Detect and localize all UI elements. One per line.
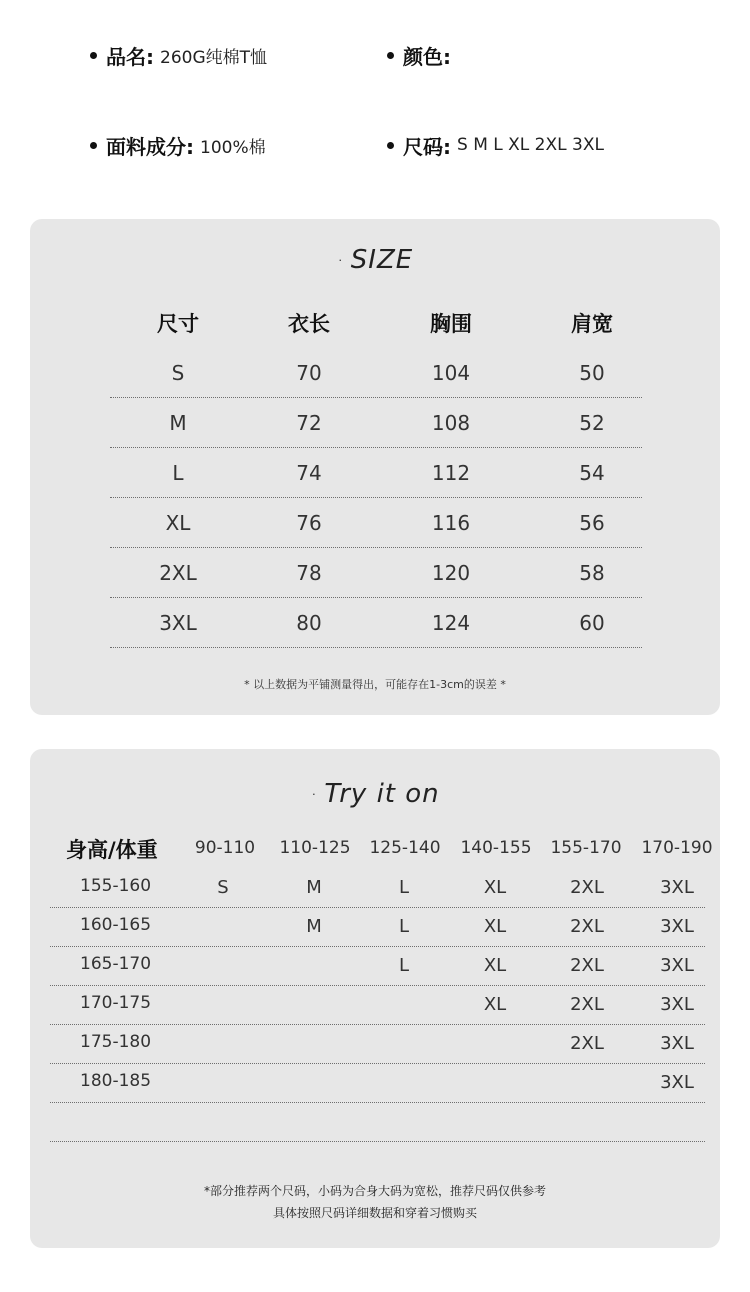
height-label: 180-185	[80, 1071, 152, 1091]
size-header-length: 衣长	[288, 312, 330, 336]
product-size-value: S M L XL 2XL 3XL	[457, 135, 604, 155]
title-dot-icon: ·	[310, 783, 319, 808]
try-on-title-text: Try it on	[324, 779, 440, 809]
size-table-row	[110, 447, 642, 498]
try-on-row	[50, 907, 705, 947]
size-cell: 2XL	[159, 561, 197, 585]
shoulder-cell: 60	[579, 611, 605, 635]
size-cell: 3XL	[660, 994, 694, 1015]
size-cell: S	[171, 361, 185, 385]
size-cell: 3XL	[660, 955, 694, 976]
size-cell: S	[217, 877, 229, 898]
weight-header: 155-170	[550, 838, 622, 858]
product-color-item	[387, 40, 457, 70]
size-cell: M	[306, 916, 322, 937]
height-label: 160-165	[80, 915, 152, 935]
size-header-shoulder: 肩宽	[571, 312, 613, 336]
chest-cell: 104	[431, 361, 471, 385]
size-cell: 2XL	[570, 1033, 604, 1054]
product-fabric-item	[90, 130, 266, 160]
product-name-value: 260G纯棉T恤	[160, 47, 268, 68]
chest-cell: 120	[431, 561, 471, 585]
product-size-item	[387, 130, 604, 160]
chest-cell: 108	[431, 411, 471, 435]
shoulder-cell: 58	[579, 561, 605, 585]
product-name-key: 品名:	[106, 44, 154, 69]
shoulder-cell: 54	[579, 461, 605, 485]
size-chart-panel	[30, 219, 720, 715]
size-table-row	[110, 347, 642, 398]
size-cell: M	[169, 411, 187, 435]
bullet-icon	[387, 52, 394, 59]
size-cell: L	[398, 877, 410, 898]
size-chart-title-text: SIZE	[350, 245, 414, 275]
size-cell: L	[398, 955, 410, 976]
try-on-panel	[30, 749, 720, 1248]
product-info-row-1	[0, 40, 750, 70]
size-cell: 3XL	[660, 877, 694, 898]
try-on-row	[50, 1063, 705, 1103]
product-size-key: 尺码:	[403, 134, 451, 159]
try-on-row	[50, 1024, 705, 1064]
weight-header: 170-190	[641, 838, 713, 858]
size-cell: XL	[483, 877, 507, 898]
weight-header: 90-110	[194, 838, 256, 858]
product-fabric-value: 100%棉	[200, 137, 266, 158]
height-label: 165-170	[80, 954, 152, 974]
size-cell: 3XL	[660, 1072, 694, 1093]
try-on-title	[30, 779, 720, 809]
size-table-row	[110, 597, 642, 648]
try-on-note	[30, 1180, 720, 1224]
chest-cell: 124	[431, 611, 471, 635]
weight-header: 125-140	[369, 838, 441, 858]
title-dot-icon: ·	[336, 249, 345, 274]
size-cell: 2XL	[570, 994, 604, 1015]
product-fabric-key: 面料成分:	[106, 134, 194, 159]
product-name-item	[90, 40, 267, 70]
product-color-key: 颜色:	[403, 44, 451, 69]
try-on-row	[50, 985, 705, 1025]
size-table-row	[110, 397, 642, 448]
chest-cell: 116	[431, 511, 471, 535]
size-cell: 3XL	[159, 611, 197, 635]
bullet-icon	[387, 142, 394, 149]
table-bottom-divider	[50, 1141, 705, 1142]
size-cell: XL	[483, 955, 507, 976]
length-cell: 74	[296, 461, 322, 485]
weight-header: 140-155	[460, 838, 532, 858]
bullet-icon	[90, 142, 97, 149]
try-on-note-line-1: *部分推荐两个尺码，小码为合身大码为宽松，推荐尺码仅供参考	[203, 1184, 546, 1198]
shoulder-cell: 56	[579, 511, 605, 535]
try-on-header	[30, 838, 720, 868]
size-cell: 2XL	[570, 916, 604, 937]
size-header-size: 尺寸	[157, 312, 199, 336]
size-cell: XL	[483, 994, 507, 1015]
height-label: 170-175	[80, 993, 152, 1013]
try-on-row	[50, 946, 705, 986]
size-cell: 3XL	[660, 1033, 694, 1054]
size-cell: M	[306, 877, 322, 898]
length-cell: 80	[296, 611, 322, 635]
chest-cell: 112	[431, 461, 471, 485]
height-weight-label: 身高/体重	[66, 838, 158, 862]
size-cell: L	[398, 916, 410, 937]
try-on-row	[50, 868, 705, 908]
size-chart-note: * 以上数据为平铺测量得出，可能存在1-3cm的误差 *	[244, 678, 506, 691]
size-cell: XL	[165, 511, 191, 535]
height-label: 155-160	[80, 876, 152, 896]
size-cell: 2XL	[570, 955, 604, 976]
size-cell: XL	[483, 916, 507, 937]
length-cell: 70	[296, 361, 322, 385]
size-table-row	[110, 497, 642, 548]
length-cell: 72	[296, 411, 322, 435]
size-header-chest: 胸围	[430, 312, 472, 336]
size-cell: 3XL	[660, 916, 694, 937]
size-cell: 2XL	[570, 877, 604, 898]
size-chart-title	[30, 245, 720, 275]
try-on-note-line-2: 具体按照尺码详细数据和穿着习惯购买	[272, 1206, 477, 1220]
product-info-row-2	[0, 130, 750, 160]
bullet-icon	[90, 52, 97, 59]
shoulder-cell: 50	[579, 361, 605, 385]
size-cell: L	[172, 461, 184, 485]
length-cell: 76	[296, 511, 322, 535]
weight-header: 110-125	[279, 838, 351, 858]
height-label: 175-180	[80, 1032, 152, 1052]
size-table-row	[110, 547, 642, 598]
shoulder-cell: 52	[579, 411, 605, 435]
length-cell: 78	[296, 561, 322, 585]
